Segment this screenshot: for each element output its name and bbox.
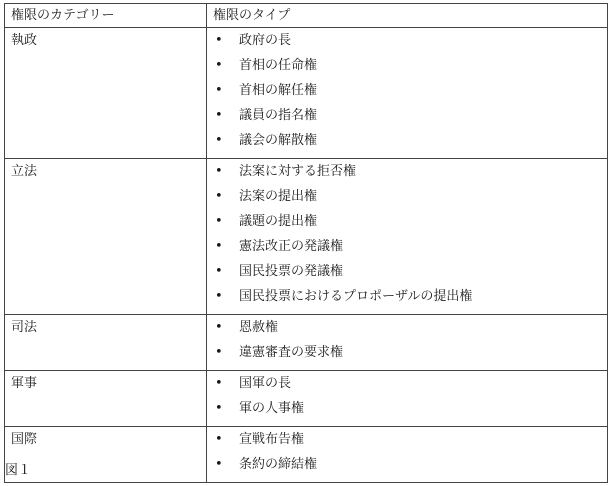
types-cell [207,315,608,371]
type-label: 首相の解任権 [239,83,318,98]
type-label: 首相の任命権 [239,58,318,73]
list-item [207,287,607,312]
bullet-icon: • [215,345,223,360]
list-item [207,131,607,156]
bullet-icon: • [215,108,223,123]
bullet-icon: • [215,133,223,148]
list-item [207,187,607,212]
bullet-icon: • [215,164,223,179]
list-item [207,374,607,399]
category-cell: 国際 [5,427,207,483]
category-cell: 司法 [5,315,207,371]
type-label: 議題の提出権 [239,214,318,229]
bullet-icon: • [215,33,223,48]
list-item [207,343,607,368]
bullet-icon: • [215,239,223,254]
list-item [207,56,607,81]
list-item [207,455,607,480]
type-label: 宣戦布告権 [239,432,305,447]
list-item [207,318,607,343]
category-cell: 立法 [5,159,207,315]
list-item [207,237,607,262]
types-list [207,28,607,158]
type-label: 政府の長 [239,33,292,48]
types-cell [207,371,608,427]
type-label: 国民投票におけるプロポーザルの提出権 [239,289,473,304]
type-label: 軍の人事権 [239,401,305,416]
header-category: 権限のカテゴリー [5,4,207,28]
bullet-icon: • [215,457,223,472]
type-label: 恩赦権 [239,320,279,335]
type-label: 議会の解散権 [239,133,318,148]
list-item [207,262,607,287]
type-label: 違憲審査の要求権 [239,345,344,360]
table-row [5,371,608,427]
bullet-icon: • [215,376,223,391]
category-cell: 軍事 [5,371,207,427]
types-cell [207,427,608,483]
table-row [5,159,608,315]
type-label: 憲法改正の発議権 [239,239,344,254]
types-list [207,159,607,314]
table-row [5,28,608,159]
types-list [207,315,607,370]
table-row [5,427,608,483]
table-row [5,315,608,371]
list-item [207,31,607,56]
bullet-icon: • [215,289,223,304]
bullet-icon: • [215,83,223,98]
bullet-icon: • [215,214,223,229]
list-item [207,430,607,455]
category-cell: 執政 [5,28,207,159]
list-item [207,106,607,131]
bullet-icon: • [215,264,223,279]
type-label: 法案に対する拒否権 [239,164,357,179]
type-label: 国民投票の発議権 [239,264,344,279]
header-row [5,4,608,28]
type-label: 法案の提出権 [239,189,318,204]
type-label: 国軍の長 [239,376,292,391]
bullet-icon: • [215,432,223,447]
bullet-icon: • [215,401,223,416]
header-type: 権限のタイプ [207,4,608,28]
types-list [207,371,607,426]
type-label: 議員の指名権 [239,108,318,123]
types-list [207,427,607,482]
bullet-icon: • [215,189,223,204]
types-cell [207,28,608,159]
types-cell [207,159,608,315]
type-label: 条約の締結権 [239,457,318,472]
list-item [207,81,607,106]
list-item [207,399,607,424]
list-item [207,162,607,187]
powers-table [4,3,608,483]
figure-caption: 図１ [5,463,32,478]
bullet-icon: • [215,58,223,73]
list-item [207,212,607,237]
bullet-icon: • [215,320,223,335]
